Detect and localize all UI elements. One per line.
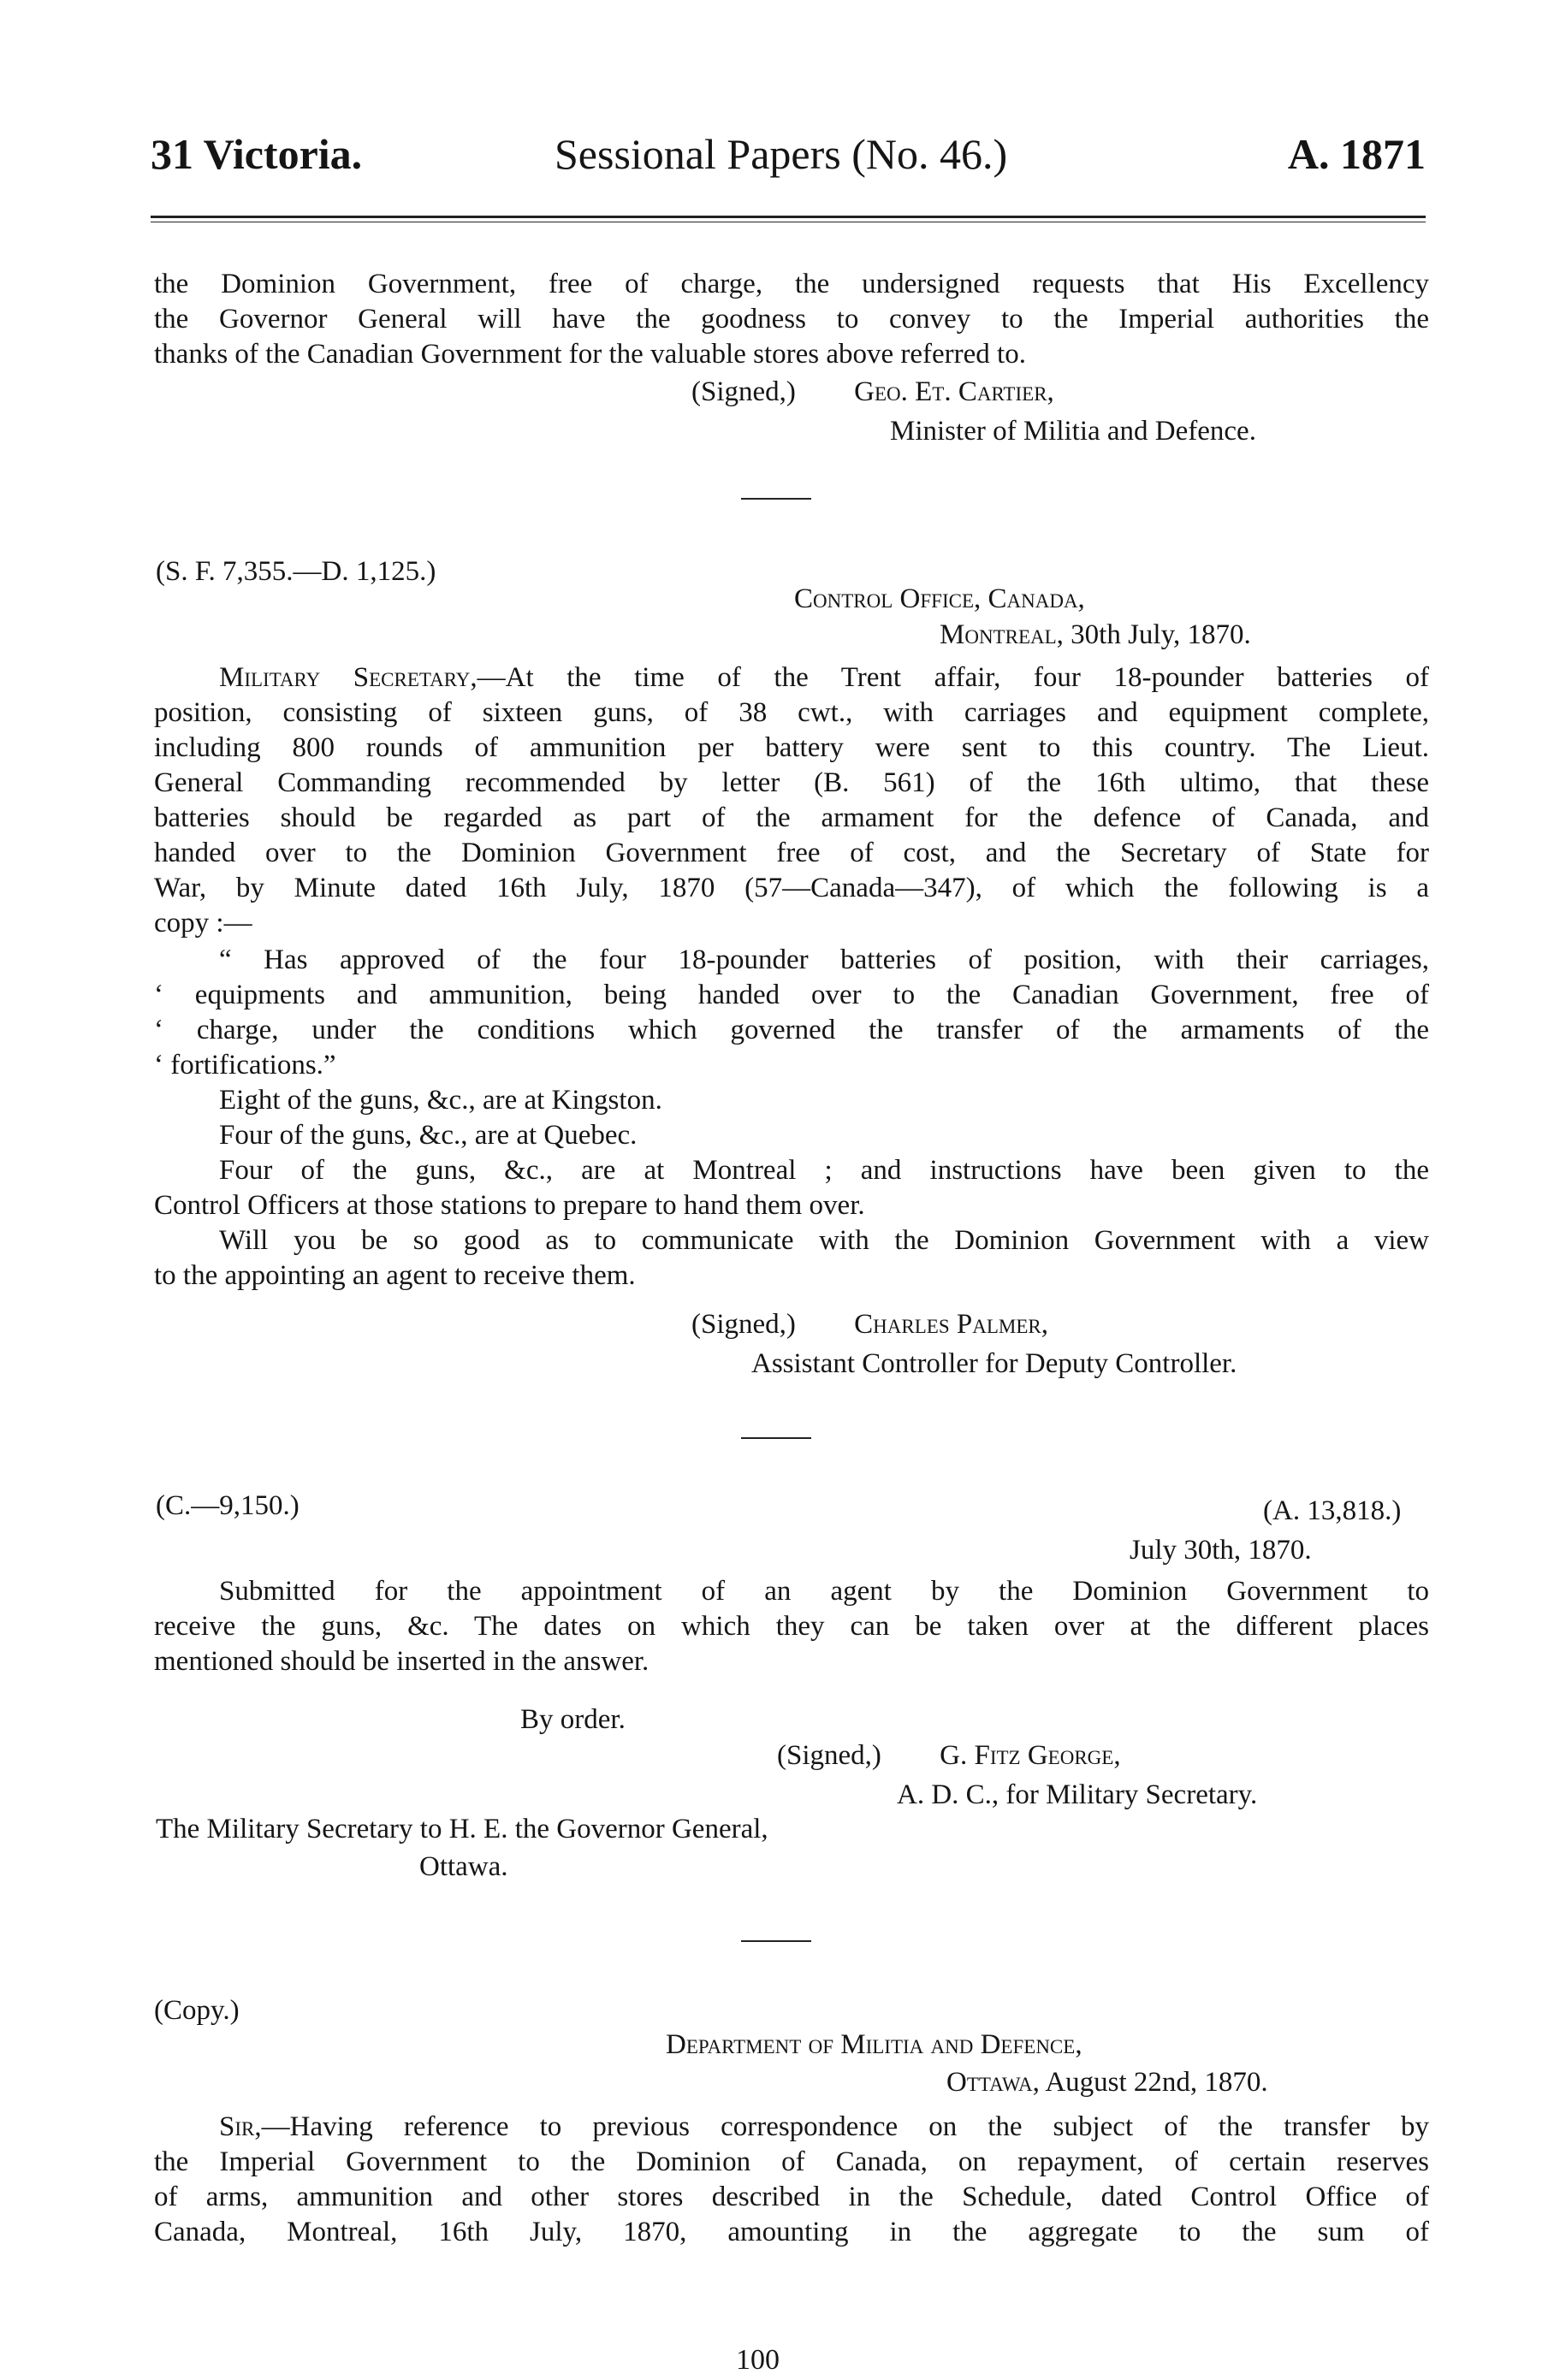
text-line: of arms, ammunition and other stores described in the Schedule, dated Control Office of [154,2182,1429,2212]
letter-body [154,2110,1429,2250]
file-reference: (S. F. 7,355.—D. 1,125.) [156,556,436,587]
office-heading: Control Office, Canada, [794,583,1085,614]
signature-block [691,1307,1048,1342]
text-line: ‘ charge, under the conditions which governed the transfer of the armaments of the [154,1015,1429,1045]
department-dateline [946,2065,1268,2100]
signature-block [777,1738,1121,1773]
letter-body [154,1574,1429,1679]
header-rule [151,216,1426,222]
file-reference-right: (A. 13,818.) [1263,1495,1402,1526]
department-heading: Department of Militia and Defence, [666,2029,1082,2060]
text-line: Canada, Montreal, 16th July, 1870, amounting in the aggregate to the sum of [154,2217,1429,2247]
file-reference: (C.—9,150.) [156,1490,300,1521]
signer-name: Geo. Et. Cartier, [854,376,1054,407]
text-line: position, consisting of sixteen guns, of 38 cwt., with carriages and equipment complete, [154,697,1429,728]
signer-name: Charles Palmer, [854,1309,1048,1340]
dateline-date: 30th July, 1870. [1071,619,1251,650]
text-line: War, by Minute dated 16th July, 1870 (57—Canada—347), of which the following is a [154,873,1429,903]
header-session: 31 Victoria. [151,130,363,178]
dateline-date: August 22nd, 1870. [1045,2067,1268,2098]
text-span: —Having reference to previous correspondence on the subject of the transfer by [261,2111,1429,2142]
text-line: ‘ equipments and ammunition, being handed over to the Canadian Government, free of [154,980,1429,1010]
signed-label: (Signed,) [691,376,796,407]
salutation: Military Secretary, [219,662,477,693]
signer-title: Minister of Militia and Defence. [890,416,1256,447]
text-line: “ Has approved of the four 18-pounder batteries of position, with their carriages, [219,944,1429,975]
text-line: Four of the guns, &c., are at Quebec. [219,1120,638,1151]
signer-title: Assistant Controller for Deputy Controller. [751,1348,1237,1379]
addressee-place: Ottawa. [419,1851,508,1882]
by-order: By order. [520,1704,626,1735]
signature-block [691,375,1054,410]
letter-date: July 30th, 1870. [1130,1535,1312,1566]
header-year: A. 1871 [1287,130,1426,178]
header-title: Sessional Papers (No. 46.) [555,130,1008,178]
text-line: mentioned should be inserted in the answer. [154,1646,649,1677]
text-line: Four of the guns, &c., are at Montreal ; and instructions have been given to the [219,1155,1429,1186]
dateline-place: Montreal, [940,619,1064,650]
signed-label: (Signed,) [691,1309,796,1340]
text-line [154,660,1429,696]
intro-paragraph [154,267,1429,372]
text-line: Control Officers at those stations to prepare to hand them over. [154,1190,865,1221]
text-line: the Imperial Government to the Dominion of Canada, on repayment, of certain reserves [154,2146,1429,2177]
section-divider [741,1940,811,1942]
signed-label: (Signed,) [777,1740,881,1771]
section-divider [741,1437,811,1439]
gun-locations [154,1083,1429,1294]
text-line: to the appointing an agent to receive them. [154,1260,636,1291]
text-line: the Dominion Government, free of charge, the undersigned requests that His Excellency [154,269,1429,299]
page-number: 100 [736,2344,780,2376]
text-span: —At the time of the Trent affair, four 18-pounder batteries of [477,662,1429,693]
running-header [151,128,1426,180]
text-line: Eight of the guns, &c., are at Kingston. [219,1085,662,1116]
text-line: Submitted for the appointment of an agent by the Dominion Government to [219,1576,1429,1607]
text-line: Will you be so good as to communicate with the Dominion Government with a view [219,1225,1429,1256]
text-line: including 800 rounds of ammunition per battery were sent to this country. The Lieut. [154,732,1429,763]
office-dateline [940,618,1251,653]
quoted-minute [154,943,1429,1083]
text-line: batteries should be regarded as part of the armament for the defence of Canada, and [154,802,1429,833]
signer-name: G. Fitz George, [940,1740,1121,1771]
text-line: copy :— [154,908,252,938]
addressee: The Military Secretary to H. E. the Governor General, [156,1814,768,1844]
letter-body [154,660,1429,941]
salutation: Sir, [219,2111,262,2142]
signer-title: A. D. C., for Military Secretary. [897,1779,1258,1810]
text-line: receive the guns, &c. The dates on which they can be taken over at the different places [154,1611,1429,1642]
section-divider [741,498,811,500]
text-line: thanks of the Canadian Government for the valuable stores above referred to. [154,339,1026,370]
text-line: handed over to the Dominion Government free of cost, and the Secretary of State for [154,838,1429,868]
text-line: General Commanding recommended by letter (B. 561) of the 16th ultimo, that these [154,767,1429,798]
text-line: ‘ fortifications.” [154,1050,336,1080]
dateline-place: Ottawa, [946,2067,1040,2098]
copy-label: (Copy.) [154,1995,240,2026]
text-line: the Governor General will have the goodness to convey to the Imperial authorities the [154,304,1429,335]
text-line [154,2110,1429,2145]
